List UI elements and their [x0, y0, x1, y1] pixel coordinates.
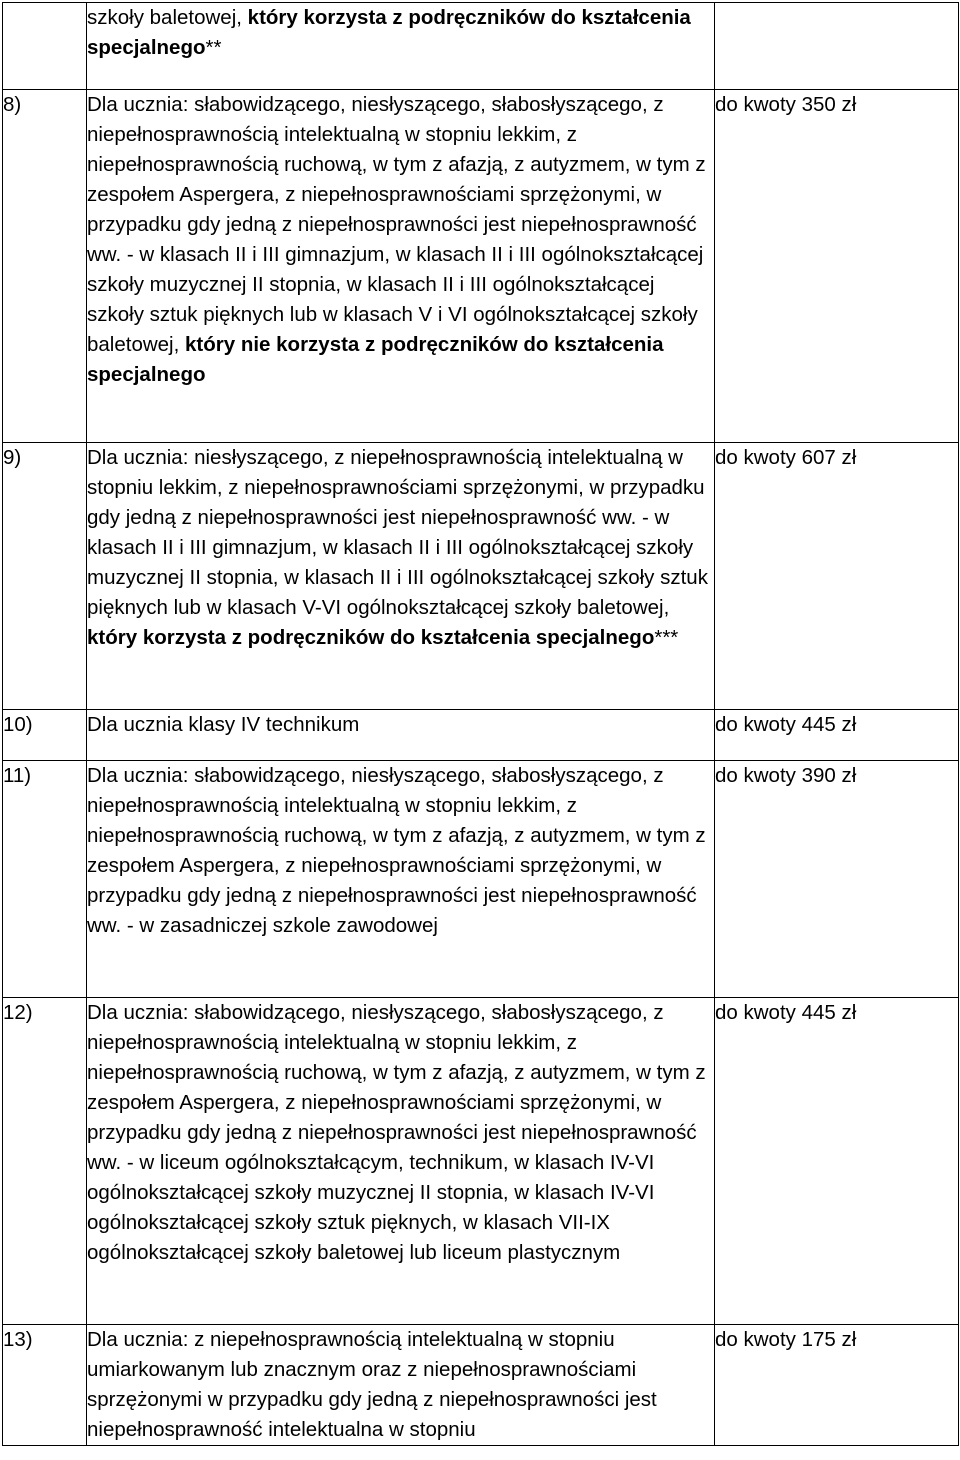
table-row: [3, 1325, 959, 1446]
description-text: szkoły baletowej,: [87, 6, 248, 29]
table-row: [3, 443, 959, 710]
description-bold-text: który nie korzysta z podręczników do kształcenia specjalnego: [87, 333, 664, 386]
description-footnote-mark: ***: [654, 626, 679, 649]
funding-table: [2, 2, 959, 1446]
row-number: 9): [3, 443, 87, 710]
row-number: 12): [3, 998, 87, 1325]
description-bold-text: który korzysta z podręczników do kształcenia specjalnego: [87, 626, 655, 649]
row-description: [87, 761, 715, 998]
row-description: [87, 443, 715, 710]
row-number: 10): [3, 710, 87, 761]
row-amount: [715, 3, 959, 90]
row-number: 8): [3, 90, 87, 443]
row-description: [87, 710, 715, 761]
row-number: [3, 3, 87, 90]
row-amount: do kwoty 175 zł: [715, 1325, 959, 1446]
description-text: Dla ucznia: słabowidzącego, niesłyszącego, słabosłyszącego, z niepełnosprawnością intelektualną w stopniu lekkim, z niepełnosprawnością ruchową, w tym z afazją, z autyzmem, w tym z zespołem Aspergera, z niepełnosprawnościami sprzężonymi, w przypadku gdy jedną z niepełnosprawności jest niepełnosprawność ww. - w liceum ogólnokształcącym, technikum, w klasach IV-VI ogólnokształcącej szkoły muzycznej II stopnia, w klasach IV-VI ogólnokształcącej szkoły sztuk pięknych, w klasach VII-IX ogólnokształcącej szkoły baletowej lub liceum plastycznym: [87, 1001, 706, 1264]
table-row: [3, 710, 959, 761]
table-row: [3, 761, 959, 998]
description-text: Dla ucznia: niesłyszącego, z niepełnosprawnością intelektualną w stopniu lekkim, z niepełnosprawnościami sprzężonymi, w przypadku gdy jedną z niepełnosprawności jest niepełnosprawność ww. - w klasach II i III gimnazjum, w klasach II i III ogólnokształcącej szkoły muzycznej II stopnia, w klasach II i III ogólnokształcącej szkoły sztuk pięknych lub w klasach V-VI ogólnokształcącej szkoły baletowej,: [87, 446, 708, 619]
row-amount: do kwoty 445 zł: [715, 710, 959, 761]
description-text: Dla ucznia: słabowidzącego, niesłyszącego, słabosłyszącego, z niepełnosprawnością intelektualną w stopniu lekkim, z niepełnosprawnością ruchową, w tym z afazją, z autyzmem, w tym z zespołem Aspergera, z niepełnosprawnościami sprzężonymi, w przypadku gdy jedną z niepełnosprawności jest niepełnosprawność ww. - w klasach II i III gimnazjum, w klasach II i III ogólnokształcącej szkoły muzycznej II stopnia, w klasach II i III ogólnokształcącej szkoły sztuk pięknych lub w klasach V i VI ogólnokształcącej szkoły baletowej,: [87, 93, 706, 356]
row-description: [87, 1325, 715, 1446]
description-bold-text: który korzysta z podręczników do kształcenia specjalnego: [87, 6, 691, 59]
row-amount: do kwoty 350 zł: [715, 90, 959, 443]
table-row: [3, 998, 959, 1325]
row-amount: do kwoty 445 zł: [715, 998, 959, 1325]
row-description: [87, 998, 715, 1325]
row-description: [87, 3, 715, 90]
row-amount: do kwoty 390 zł: [715, 761, 959, 998]
description-footnote-mark: **: [205, 36, 222, 59]
description-text: Dla ucznia: słabowidzącego, niesłyszącego, słabosłyszącego, z niepełnosprawnością intelektualną w stopniu lekkim, z niepełnosprawnością ruchową, w tym z afazją, z autyzmem, w tym z zespołem Aspergera, z niepełnosprawnościami sprzężonymi, w przypadku gdy jedną z niepełnosprawności jest niepełnosprawność ww. - w zasadniczej szkole zawodowej: [87, 764, 706, 937]
description-text: Dla ucznia: z niepełnosprawnością intelektualną w stopniu umiarkowanym lub znacznym oraz z niepełnosprawnościami sprzężonymi w przypadku gdy jedną z niepełnosprawności jest niepełnosprawność intelektualna w stopniu: [87, 1328, 657, 1441]
row-description: [87, 90, 715, 443]
description-text: Dla ucznia klasy IV technikum: [87, 713, 360, 736]
row-number: 13): [3, 1325, 87, 1446]
table-row: [3, 3, 959, 90]
row-amount: do kwoty 607 zł: [715, 443, 959, 710]
row-number: 11): [3, 761, 87, 998]
table-row: [3, 90, 959, 443]
